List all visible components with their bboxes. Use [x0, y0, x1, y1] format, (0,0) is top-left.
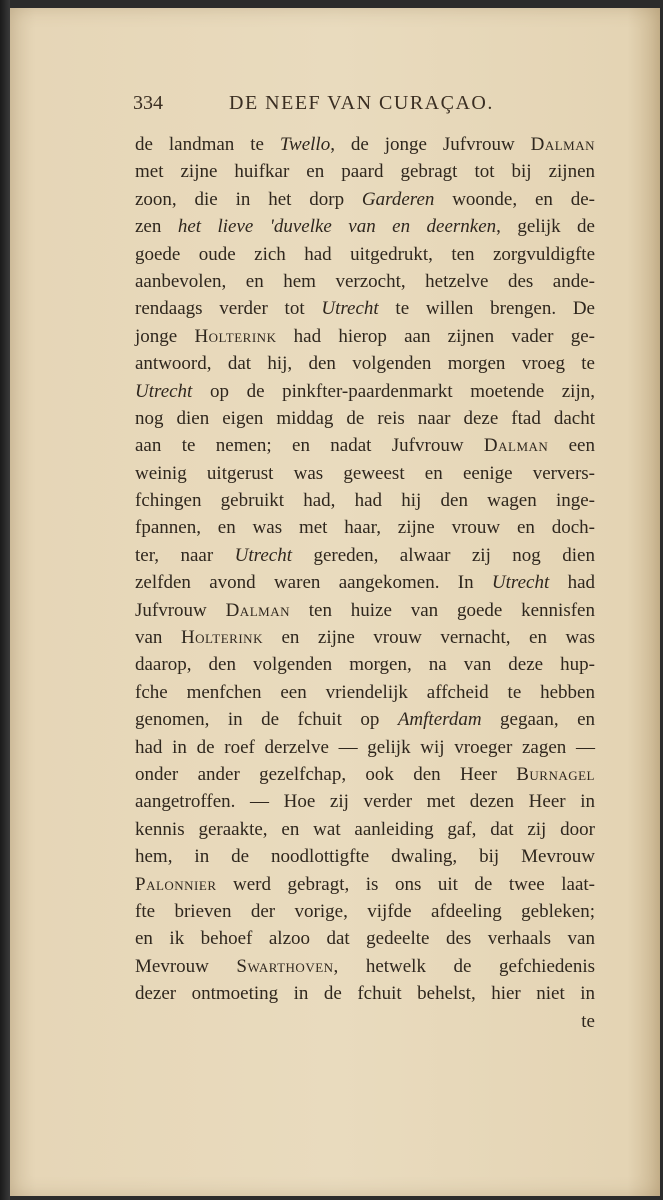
text-line: ter, naar Utrecht gereden, alwaar zij nog dien — [135, 544, 595, 566]
text-line: kennis geraakte, en wat aanleiding gaf, dat zij door — [135, 818, 595, 840]
text-line: fpannen, en was met haar, zijne vrouw en doch- — [135, 517, 595, 539]
text-line: rendaags verder tot Utrecht te willen brengen. De — [135, 298, 595, 320]
text-line: goede oude zich had uitgedrukt, ten zorgvuldigfte — [135, 243, 595, 265]
text-line: antwoord, dat hij, den volgenden morgen vroeg te — [135, 353, 595, 375]
text-line: Palonnier werd gebragt, is ons uit de twee laat- — [135, 873, 595, 895]
text-line: van Holterink en zijne vrouw vernacht, en was — [135, 627, 595, 649]
text-line: hem, in de noodlottigfte dwaling, bij Mevrouw — [135, 846, 595, 868]
text-line: zen het lieve 'duvelke van en deernken, gelijk de — [135, 216, 595, 238]
text-line: met zijne huifkar en paard gebragt tot bij zijnen — [135, 161, 595, 183]
catchword: te — [581, 1010, 595, 1032]
text-line: zoon, die in het dorp Garderen woonde, en de- — [135, 188, 595, 210]
text-line: fte brieven der vorige, vijfde afdeeling gebleken; — [135, 900, 595, 922]
text-line: genomen, in de fchuit op Amfterdam gegaan, en — [135, 709, 596, 731]
text-line: Utrecht op de pinkfter-paardenmarkt moetende zijn, — [135, 380, 595, 402]
text-line: fche menfchen een vriendelijk affcheid te hebben — [135, 681, 595, 703]
text-line: aan te nemen; en nadat Jufvrouw Dalman een — [135, 435, 595, 457]
text-line: zelfden avond waren aangekomen. In Utrecht had — [135, 572, 595, 594]
running-title: DE NEEF VAN CURAÇAO. — [229, 92, 494, 114]
text-line: daarop, den volgenden morgen, na van deze hup- — [135, 654, 595, 676]
text-line: jonge Holterink had hierop aan zijnen vader ge- — [135, 325, 595, 347]
page-header — [133, 92, 593, 122]
text-line: onder ander gezelfchap, ook den Heer Burnagel — [135, 763, 595, 785]
text-line: nog dien eigen middag de reis naar deze ftad dacht — [135, 407, 595, 429]
text-line: dezer ontmoeting in de fchuit behelst, hier niet in — [135, 983, 595, 1005]
text-line: had in de roef derzelve — gelijk wij vroeger zagen — — [135, 736, 595, 758]
text-line: aanbevolen, en hem verzocht, hetzelve des ande- — [135, 270, 595, 292]
text-line: en ik behoef alzoo dat gedeelte des verhaals van — [135, 928, 595, 950]
text-line: de landman te Twello, de jonge Jufvrouw Dalman — [135, 134, 595, 155]
text-line: fchingen gebruikt had, had hij den wagen inge- — [135, 490, 595, 512]
book-spine-shadow — [0, 0, 10, 1200]
body-text — [135, 131, 595, 1035]
text-line: Mevrouw Swarthoven, hetwelk de gefchiedenis — [135, 955, 595, 977]
text-line: aangetroffen. — Hoe zij verder met dezen Heer in — [135, 791, 595, 813]
text-line: Jufvrouw Dalman ten huize van goede kennisfen — [135, 599, 595, 621]
page-number: 334 — [133, 92, 163, 114]
text-line: weinig uitgerust was geweest en eenige ververs- — [135, 462, 595, 484]
